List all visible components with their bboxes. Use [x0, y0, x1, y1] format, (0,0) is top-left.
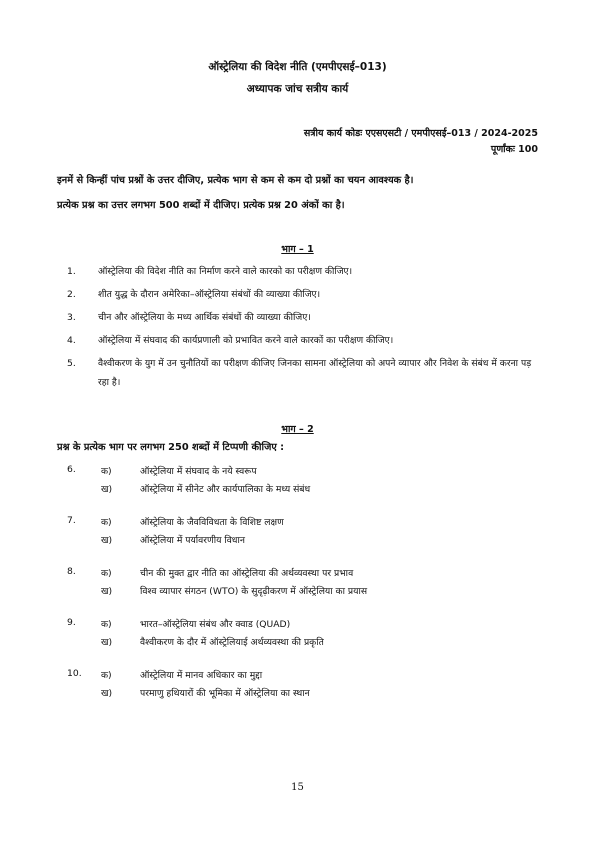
sub-text: ऑस्ट्रेलिया में मानव अधिकार का मुद्दा	[140, 670, 263, 681]
question-number: 1.	[67, 266, 76, 277]
sub-text: वैश्वीकरण के दौर में ऑस्ट्रेलियाई अर्थव्यवस्था की प्रकृति	[140, 637, 324, 648]
sub-label: ख)	[101, 688, 113, 699]
sub-text: ऑस्ट्रेलिया में संघवाद के नये स्वरूप	[140, 466, 257, 477]
question-6a	[67, 464, 542, 480]
question-number: 3.	[67, 312, 76, 323]
part2-heading: भाग – 2	[281, 424, 314, 435]
sub-label: क)	[101, 466, 112, 477]
question-text: चीन और ऑस्ट्रेलिया के मध्य आर्थिक संबंधों की व्याख्या कीजिए।	[98, 312, 311, 323]
sub-text: विश्व व्यापार संगठन (WTO) के सुदृढ़ीकरण में ऑस्ट्रेलिया का प्रयास	[140, 586, 368, 597]
question-8b	[67, 584, 542, 600]
question-number: 5.	[67, 358, 76, 369]
question-7b	[67, 533, 542, 549]
sub-text: ऑस्ट्रेलिया में पर्यावरणीय विधान	[140, 535, 245, 546]
question-number: 9.	[67, 617, 76, 628]
question-number: 7.	[67, 515, 76, 526]
question-9a	[67, 617, 542, 633]
question-number: 10.	[67, 668, 82, 679]
question-10b	[67, 686, 542, 702]
question-number: 6.	[67, 464, 76, 475]
instructions-line-1: इनमें से किन्हीं पांच प्रश्नों के उत्तर दीजिए, प्रत्येक भाग से कम से कम दो प्रश्नों का चयन आवश्यक है।	[57, 175, 414, 186]
question-number: 8.	[67, 566, 76, 577]
question-10a	[67, 668, 542, 684]
max-marks: पूर्णांकः 100	[490, 144, 538, 155]
document-title: ऑस्ट्रेलिया की विदेश नीति (एमपीएसई–013)	[208, 61, 387, 73]
sub-label: ख)	[101, 484, 113, 495]
question-9b	[67, 635, 542, 651]
page-number: 15	[291, 782, 304, 793]
question-text: शीत युद्ध के दौरान अमेरिका–ऑस्ट्रेलिया संबंधों की व्याख्या कीजिए।	[98, 289, 321, 300]
sub-label: ख)	[101, 637, 113, 648]
sub-label: क)	[101, 568, 112, 579]
instructions-line-2: प्रत्येक प्रश्न का उत्तर लगभग 500 शब्दों में दीजिए। प्रत्येक प्रश्न 20 अंकों का है।	[57, 200, 345, 211]
part1-heading: भाग – 1	[281, 244, 314, 255]
question-number: 4.	[67, 335, 76, 346]
sub-text: परमाणु हथियारों की भूमिका में ऑस्ट्रेलिया का स्थान	[140, 688, 310, 699]
sub-text: भारत–ऑस्ट्रेलिया संबंध और क्वाड (QUAD)	[140, 619, 291, 630]
question-number: 2.	[67, 289, 76, 300]
question-7a	[67, 515, 542, 531]
sub-label: क)	[101, 619, 112, 630]
sub-text: चीन की मुक्त द्वार नीति का ऑस्ट्रेलिया की अर्थव्यवस्था पर प्रभाव	[140, 568, 354, 579]
question-text: ऑस्ट्रेलिया में संघवाद की कार्यप्रणाली को प्रभावित करने वाले कारकों का परीक्षण कीजिए।	[98, 335, 394, 346]
sub-label: ख)	[101, 586, 113, 597]
document-subtitle: अध्यापक जांच सत्रीय कार्य	[246, 83, 349, 95]
part2-intro: प्रश्न के प्रत्येक भाग पर लगभग 250 शब्दों में टिप्पणी कीजिए :	[57, 442, 285, 453]
sub-text: ऑस्ट्रेलिया में सीनेट और कार्यपालिका के मध्य संबंध	[140, 484, 311, 495]
sub-label: क)	[101, 517, 112, 528]
question-text: वैश्वीकरण के युग में उन चुनौतियों का परीक्षण कीजिए जिनका सामना ऑस्ट्रेलिया को अपने व्यापार और निवेश के संबंध में करना पड़ रहा है।	[98, 358, 532, 388]
sub-label: ख)	[101, 535, 113, 546]
assignment-code: सत्रीय कार्य कोडः एएसएसटी / एमपीएसई–013 / 2024-2025	[303, 128, 538, 139]
sub-label: क)	[101, 670, 112, 681]
question-8a	[67, 566, 542, 582]
sub-text: ऑस्ट्रेलिया के जैवविविधता के विशिष्ट लक्षण	[140, 517, 284, 528]
question-text: ऑस्ट्रेलिया की विदेश नीति का निर्माण करने वाले कारको का परीक्षण कीजिए।	[98, 266, 353, 277]
question-6b	[67, 482, 542, 498]
